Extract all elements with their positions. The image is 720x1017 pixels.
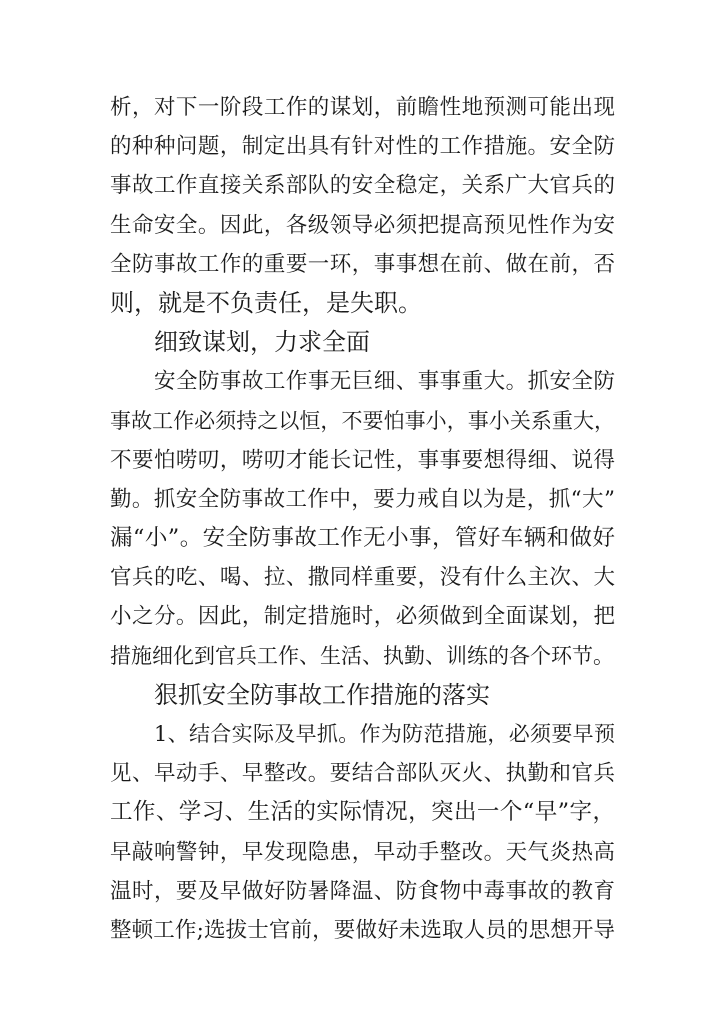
text-line: 早敲响警钟，早发现隐患，早动手整改。天气炎热高 bbox=[110, 839, 615, 865]
text-line: 则，就是不负责任，是失职。 bbox=[110, 288, 422, 317]
text-line: 官兵的吃、喝、拉、撒同样重要，没有什么主次、大 bbox=[110, 565, 615, 591]
text-line: 措施细化到官兵工作、生活、执勤、训练的各个环节。 bbox=[110, 643, 614, 668]
text-line: 全防事故工作的重要一环，事事想在前、做在前，否 bbox=[110, 251, 615, 277]
text-line: 整顿工作;选拔士官前，要做好未选取人员的思想开导 bbox=[110, 917, 615, 943]
text-line: 析，对下一阶段工作的谋划，前瞻性地预测可能出现 bbox=[110, 95, 615, 120]
text-line: 勤。抓安全防事故工作中，要力戒自以为是，抓“大” bbox=[110, 486, 615, 512]
text-line: 事故工作直接关系部队的安全稳定，关系广大官兵的 bbox=[110, 173, 615, 199]
text-line: 狠抓安全防事故工作措施的落实 bbox=[154, 680, 490, 709]
text-line: 1、结合实际及早抓。作为防范措施，必须要早预 bbox=[154, 722, 615, 746]
text-line: 不要怕唠叨，唠叨才能长记性，事事要想得细、说得 bbox=[110, 447, 615, 473]
text-line: 事故工作必须持之以恒，不要怕事小，事小关系重大， bbox=[110, 408, 615, 433]
body-text bbox=[110, 88, 615, 950]
text-line: 温时，要及早做好防暑降温、防食物中毒事故的教育 bbox=[110, 878, 615, 904]
text-line: 漏“小”。安全防事故工作无小事，管好车辆和做好 bbox=[110, 525, 615, 552]
text-line: 细致谋划，力求全面 bbox=[154, 328, 370, 357]
text-line: 小之分。因此，制定措施时，必须做到全面谋划，把 bbox=[110, 604, 615, 630]
text-line: 的种种问题，制定出具有针对性的工作措施。安全防 bbox=[110, 134, 615, 160]
text-line: 工作、学习、生活的实际情况，突出一个“早”字， bbox=[110, 799, 615, 826]
text-line: 安全防事故工作事无巨细、事事重大。抓安全防 bbox=[154, 369, 615, 395]
text-line: 见、早动手、早整改。要结合部队灭火、执勤和官兵 bbox=[110, 761, 615, 787]
text-line: 生命安全。因此，各级领导必须把提高预见性作为安 bbox=[110, 212, 615, 238]
